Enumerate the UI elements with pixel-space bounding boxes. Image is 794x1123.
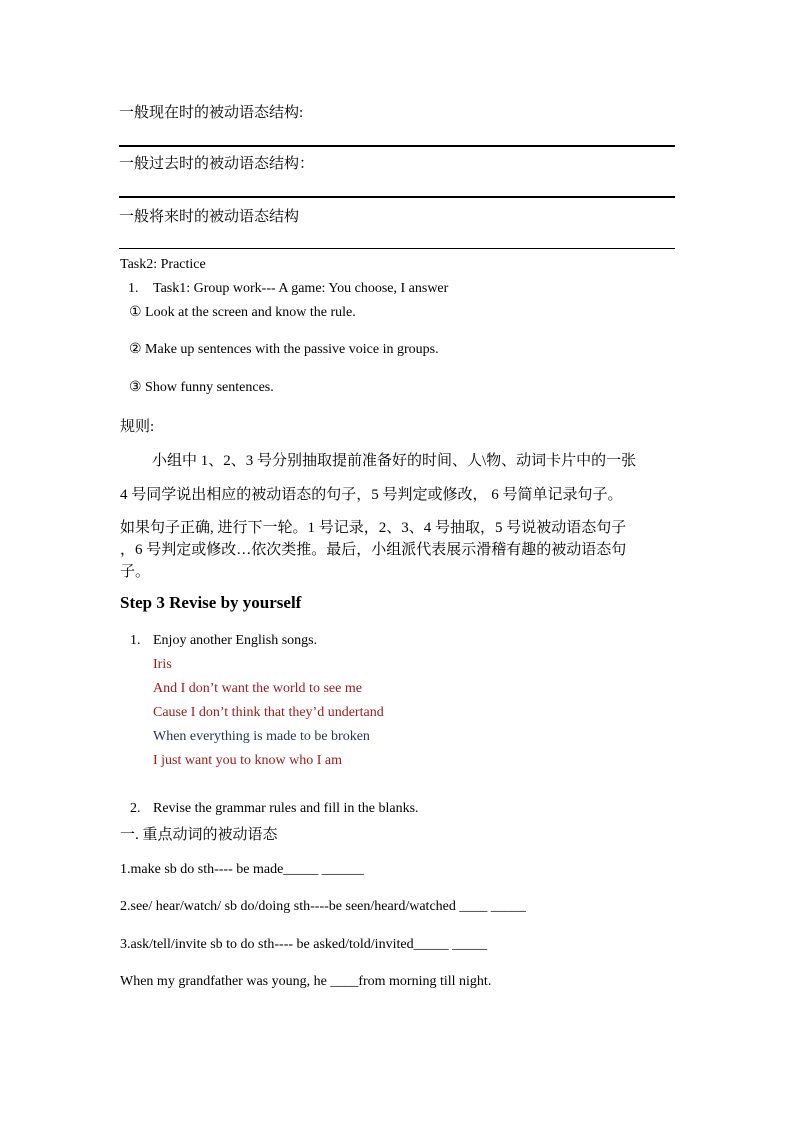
song-line-1: And I don’t want the world to see me xyxy=(153,681,362,696)
song-title: Iris xyxy=(153,657,172,672)
step3-item2-text: Revise the grammar rules and fill in the blanks. xyxy=(153,801,419,816)
step3-item2-number: 2. xyxy=(130,801,141,816)
task2-step-1: ① Look at the screen and know the rule. xyxy=(129,305,356,320)
grammar-rule-1: 1.make sb do sth---- be made_____ ______ xyxy=(120,862,364,877)
song-line-2: Cause I don’t think that they’d undertand xyxy=(153,705,384,720)
divider-line xyxy=(119,196,675,198)
rules-line-2: 4 号同学说出相应的被动语态的句子，5 号判定或修改， 6 号简单记录句子。 xyxy=(120,487,623,503)
rules-line-1: 小组中 1、2、3 号分别抽取提前准备好的时间、人\物、动词卡片中的一张 xyxy=(152,453,637,469)
task2-step-3: ③ Show funny sentences. xyxy=(129,380,274,395)
song-line-3: When everything is made to be broken xyxy=(153,729,370,744)
task2-title: Task2: Practice xyxy=(120,257,206,272)
step3-item1-text: Enjoy another English songs. xyxy=(153,633,318,648)
task2-item-text: Task1: Group work--- A game: You choose, I answer xyxy=(153,281,449,296)
divider-line xyxy=(119,248,675,249)
past-structure-label: 一般过去时的被动语态结构： xyxy=(119,156,315,172)
step3-heading: Step 3 Revise by yourself xyxy=(120,593,302,612)
divider-line xyxy=(119,145,675,147)
song-line-4: I just want you to know who I am xyxy=(153,753,342,768)
grammar-rule-3: 3.ask/tell/invite sb to do sth---- be asked/told/invited_____ _____ xyxy=(120,937,488,952)
section-one-heading: 一. 重点动词的被动语态 xyxy=(120,827,278,843)
rules-label: 规则: xyxy=(120,419,155,435)
rules-line-4: ，6 号判定或修改…依次类推。最后，小组派代表展示滑稽有趣的被动语态句 xyxy=(120,542,627,558)
present-structure-label: 一般现在时的被动语态结构: xyxy=(119,105,304,121)
future-structure-label: 一般将来时的被动语态结构 xyxy=(119,209,300,225)
task2-item-number: 1. xyxy=(128,281,139,296)
step3-item1-number: 1. xyxy=(130,633,141,648)
grammar-rule-2: 2.see/ hear/watch/ sb do/doing sth----be seen/heard/watched ____ _____ xyxy=(120,899,526,914)
rules-line-5: 子。 xyxy=(120,564,151,580)
rules-line-3: 如果句子正确, 进行下一轮。1 号记录，2、3、4 号抽取，5 号说被动语态句子 xyxy=(120,520,627,536)
example-sentence: When my grandfather was young, he ____from morning till night. xyxy=(120,974,492,989)
task2-step-2: ② Make up sentences with the passive voice in groups. xyxy=(129,342,439,357)
